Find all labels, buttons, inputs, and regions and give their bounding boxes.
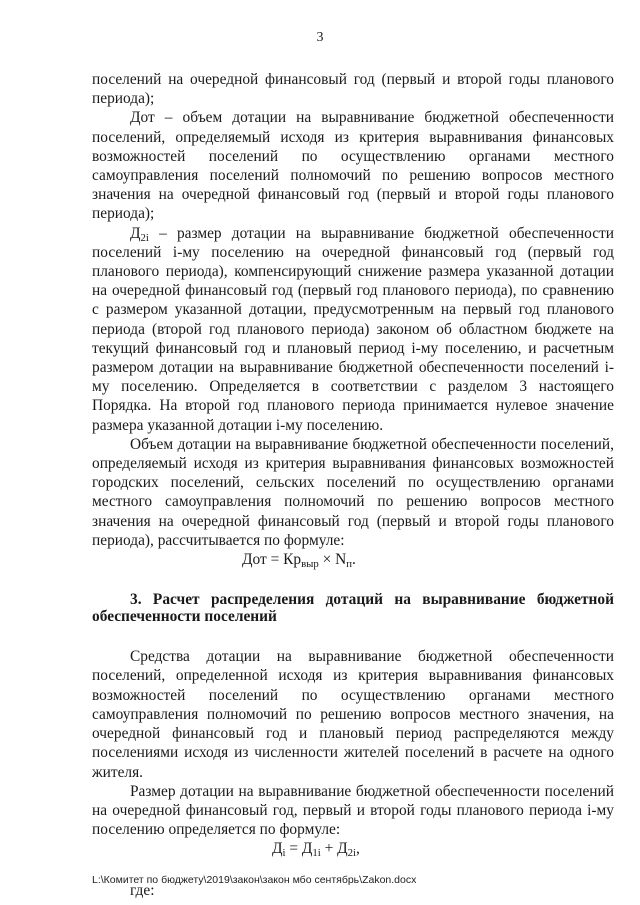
d2i-subscript: 2i <box>140 231 149 244</box>
formula-part: = Д <box>285 840 313 858</box>
formula-part: × N <box>318 551 347 569</box>
formula-part: Д <box>272 840 283 858</box>
footer-file-path: L:\Комитет по бюджету\2019\закон\закон мбо сентябрь\Zakon.docx <box>92 874 417 886</box>
paragraph-volume: Объем дотации на выравнивание бюджетной обеспеченности поселений, определяемый исходя из критерия выравнивания финансовых возможностей городских поселений, сельских поселений по осуществлению органами местного самоуправления полномочий по решению вопросов местного значения на очередной финансовый год (первый и второй годы планового периода), рассчитывается по формуле: <box>92 435 614 549</box>
paragraph: поселений на очередной финансовый год (первый и второй годы планового периода); <box>92 71 614 108</box>
formula-part: , <box>356 840 360 858</box>
formula-dot <box>92 550 614 569</box>
d2i-text: – размер дотации на выравнивание бюджетной обеспеченности поселений i-му поселению на очередной финансовый год (первый год планового периода), компенсирующий снижение размера указанной дотации на очередной финансовый год (первый год планового периода), по сравнению с размером указанной дотации, предусмотренным на первый год планового периода (второй год планового периода) законом об областном бюджете на текущий финансовый год и плановый период i-му поселению, и расчетным размером дотации на выравнивание бюджетной обеспеченности поселений i-му поселению. Определяется в соответствии с разделом 3 настоящего Порядка. На второй год планового периода принимается нулевое значение размера указанной дотации i-му поселению. <box>92 224 614 434</box>
formula-di <box>92 839 614 858</box>
formula-subscript: 2i <box>347 847 356 860</box>
document-body <box>92 70 614 900</box>
formula-subscript: 1i <box>312 847 321 860</box>
paragraph-dot-definition: Дот – объем дотации на выравнивание бюджетной обеспеченности поселений, определяемый исходя из критерия выравнивания финансовых возможностей поселений по осуществлению органами местного самоуправления поселений полномочий по решению вопросов местного значения на очередной финансовый год (первый и второй годы планового периода); <box>92 109 614 223</box>
formula-part: + Д <box>320 840 348 858</box>
where-label: где: <box>130 881 155 899</box>
page-number: 3 <box>316 30 324 45</box>
paragraph-d2i-definition <box>92 224 614 435</box>
formula-subscript: п <box>346 558 353 571</box>
formula-part: Дот = Кр <box>242 551 302 569</box>
formula-subscript: выр <box>301 558 319 571</box>
paragraph-distribution: Средства дотации на выравнивание бюджетной обеспеченности поселений, определенной исходя из критерия выравнивания финансовых возможностей поселений по осуществлению органами местного самоуправления полномочий по решению вопросов местного значения, на очередной финансовый год и плановый период распределяются между поселениями исходя из численности жителей поселений в расчете на одного жителя. <box>92 648 614 781</box>
paragraph-size: Размер дотации на выравнивание бюджетной обеспеченности поселений на очередной финансовый год, первый и второй годы планового периода i-му поселению определяется по формуле: <box>92 782 614 839</box>
formula-subscript: i <box>282 847 286 860</box>
d2i-symbol: Д <box>130 224 141 242</box>
formula-part: . <box>352 551 356 569</box>
section-heading: 3. Расчет распределения дотаций на выравнивание бюджетной обеспеченности поселений <box>92 591 614 626</box>
